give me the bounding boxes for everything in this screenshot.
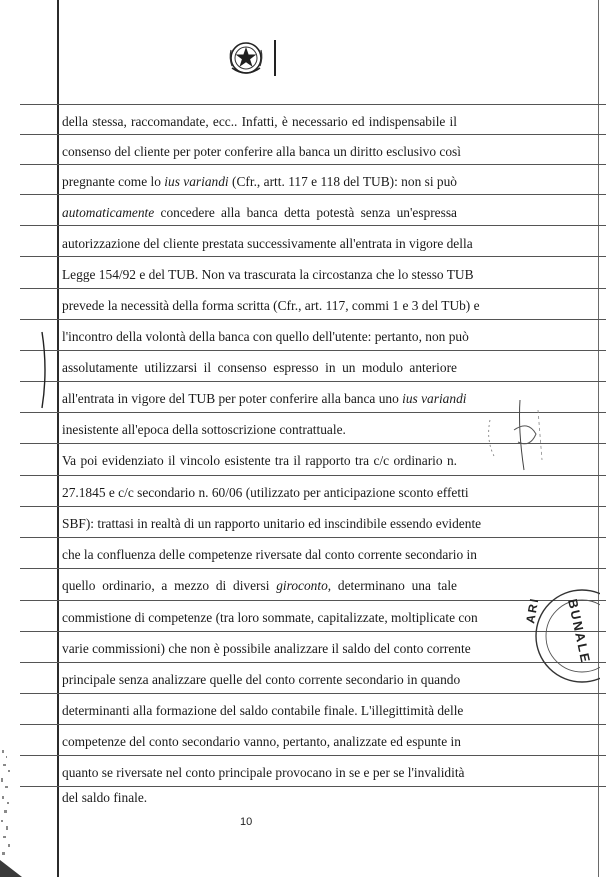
body-text-line: autorizzazione del cliente prestata successivamente all'entrata in vigore della bbox=[62, 236, 473, 251]
ruled-line bbox=[20, 600, 606, 601]
body-text-line: varie commissioni) che non è possibile analizzare il saldo del conto corrente bbox=[62, 641, 471, 656]
body-text-line: che la confluenza delle competenze riversate dal conto corrente secondario in bbox=[62, 547, 477, 562]
body-text-line: prevede la necessità della forma scritta (Cfr., art. 117, commi 1 e 3 del TUb) e bbox=[62, 298, 480, 313]
ruled-line bbox=[20, 381, 606, 382]
body-text-line: determinanti alla formazione del saldo contabile finale. L'illegittimità delle bbox=[62, 703, 464, 718]
ruled-line bbox=[20, 256, 606, 257]
body-text-line: l'incontro della volontà della banca con quello dell'utente: pertanto, non può bbox=[62, 329, 469, 344]
body-text-line: consenso del cliente per poter conferire alla banca un diritto esclusivo così bbox=[62, 144, 461, 159]
body-text-line: assolutamente utilizzarsi il consenso espresso in un modulo anteriore bbox=[62, 360, 457, 375]
body-text-line: della stessa, raccomandate, ecc.. Infatti, è necessario ed indispensabile il bbox=[62, 114, 457, 129]
ruled-line bbox=[20, 288, 606, 289]
ruled-line bbox=[20, 662, 606, 663]
body-text-line: all'entrata in vigore del TUB per poter conferire alla banca uno ius variandi bbox=[62, 391, 467, 406]
handwritten-signature-icon bbox=[480, 390, 550, 480]
ruled-line bbox=[20, 506, 606, 507]
body-text-line: pregnante come lo ius variandi (Cfr., artt. 117 e 118 del TUB): non si può bbox=[62, 174, 458, 189]
body-text-line: SBF): trattasi in realtà di un rapporto unitario ed inscindibile essendo evidente bbox=[62, 516, 482, 531]
scan-noise bbox=[0, 740, 22, 877]
ruled-line bbox=[20, 724, 606, 725]
ruled-line bbox=[20, 631, 606, 632]
ruled-line bbox=[20, 164, 606, 165]
body-text-line: Legge 154/92 e del TUB. Non va trascurata la circostanza che lo stesso TUB bbox=[62, 267, 474, 282]
body-text-line: quanto se riversate nel conto principale provocano in se e per se l'invalidità bbox=[62, 765, 465, 780]
body-text-line: del saldo finale. bbox=[62, 790, 148, 805]
ruled-line bbox=[20, 568, 606, 569]
ruled-line bbox=[20, 194, 606, 195]
body-text-line: automaticamente concedere alla banca detta potestà senza un'espressa bbox=[62, 205, 457, 220]
ruled-line bbox=[20, 350, 606, 351]
body-text-line: commistione di competenze (tra loro sommate, capitalizzate, moltiplicate con bbox=[62, 610, 478, 625]
body-text-line: competenze del conto secondario vanno, pertanto, analizzate ed espunte in bbox=[62, 734, 461, 749]
court-stamp-icon bbox=[520, 580, 600, 690]
ruled-line bbox=[20, 104, 606, 105]
body-text-line: Va poi evidenziato il vincolo esistente tra il rapporto tra c/c ordinario n. bbox=[62, 453, 457, 468]
svg-text:BUNALE: BUNALE bbox=[565, 597, 594, 666]
ruled-line bbox=[20, 134, 606, 135]
body-text-line: 27.1845 e c/c secondario n. 60/06 (utilizzato per anticipazione sconto effetti bbox=[62, 485, 469, 500]
body-text-line: quello ordinario, a mezzo di diversi giroconto, determinano una tale bbox=[62, 578, 457, 593]
ruled-line bbox=[20, 225, 606, 226]
republic-emblem-icon bbox=[228, 38, 264, 78]
ruled-line bbox=[20, 693, 606, 694]
body-text-line: inesistente all'epoca della sottoscrizione contrattuale. bbox=[62, 422, 346, 437]
left-margin-line bbox=[57, 0, 59, 877]
margin-bracket-icon bbox=[32, 330, 52, 410]
page-number: 10 bbox=[240, 816, 253, 828]
body-text-line: principale senza analizzare quelle del conto corrente secondario in quando bbox=[62, 672, 461, 687]
ruled-line bbox=[20, 319, 606, 320]
svg-text:ARI: ARI bbox=[523, 595, 542, 625]
right-margin-line bbox=[598, 0, 599, 877]
ruled-line bbox=[20, 786, 606, 787]
ruled-line bbox=[20, 755, 606, 756]
ruled-line bbox=[20, 537, 606, 538]
header-divider bbox=[274, 40, 276, 76]
